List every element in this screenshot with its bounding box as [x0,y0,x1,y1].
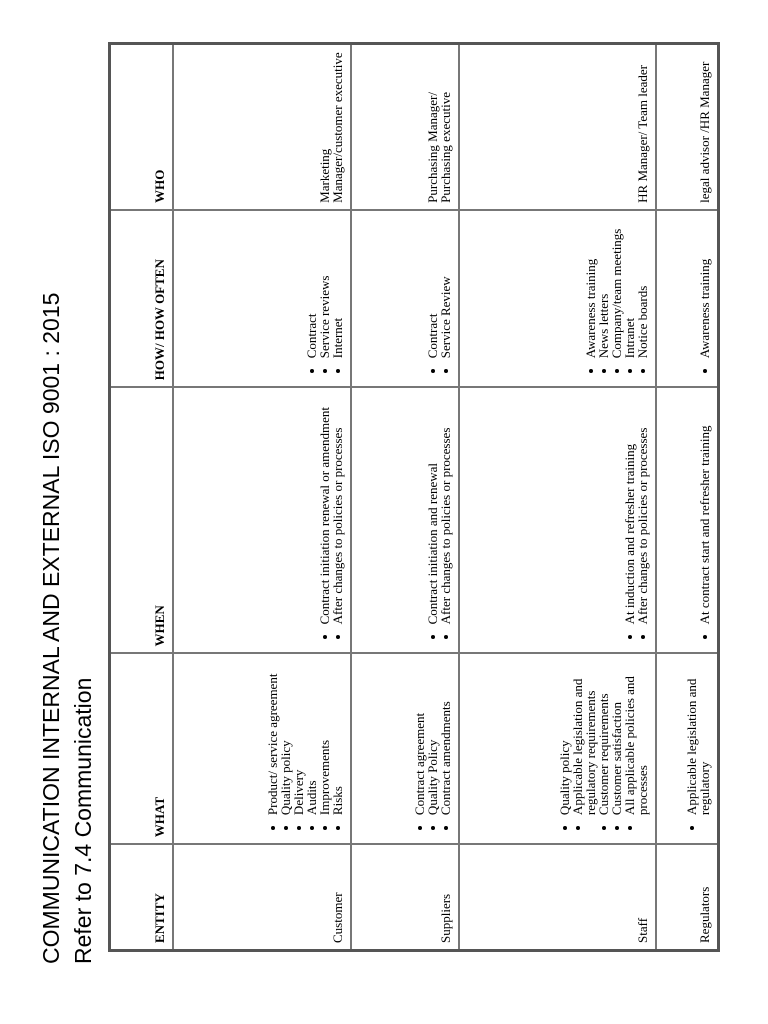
entity-cell: Regulators [656,844,719,950]
what-cell [351,653,459,844]
list-item: • Notice boards [636,217,649,358]
list-item: • Improvements [318,660,331,815]
list-item: • After changes to policies or processes [636,394,649,624]
what-cell [459,653,655,844]
who-cell: HR Manager/ Team leader [459,44,655,210]
when-list [426,394,452,646]
list-item: • Contract initiation and renewal [426,394,439,624]
list-item: • Awareness training [584,217,597,358]
list-item: • Delivery [292,660,305,815]
when-cell [656,387,719,653]
list-item: • News letters [597,217,610,358]
list-item: • Contract [305,217,318,358]
who-cell: Marketing Manager/customer executive [173,44,351,210]
list-item: • Risks [331,660,344,815]
list-item: • Company/team meetings [610,217,623,358]
entity-cell: Staff [459,844,655,950]
column-header-when: WHEN [110,387,174,653]
entity-cell: Suppliers [351,844,459,950]
list-item: • Product/ service agreement [266,660,279,815]
list-item: • Intranet [623,217,636,358]
list-item: • Quality Policy [426,660,439,815]
list-item: • Contract amendments [439,660,452,815]
list-item: • Contract initiation renewal or amendment [318,394,331,624]
list-item: • Quality policy [279,660,292,815]
what-cell [173,653,351,844]
who-cell: Purchasing Manager/ Purchasing executive [351,44,459,210]
how-list [584,217,649,380]
list-item: • Customer satisfaction [610,660,623,815]
when-list [698,394,711,646]
list-item: • Applicable legislation and regulatory [685,660,711,815]
list-item: • Audits [305,660,318,815]
table-row-customer [173,44,351,951]
table-row-regulators [656,44,719,951]
list-item: • After changes to policies or processes [331,394,344,624]
list-item: • Contract agreement [413,660,426,815]
communication-table [108,42,720,952]
list-item: • Service reviews [318,217,331,358]
what-list [413,660,452,837]
how-list [426,217,452,380]
when-cell [459,387,655,653]
when-list [623,394,649,646]
table-row-suppliers [351,44,459,951]
list-item: • Internet [331,217,344,358]
how-list [698,217,711,380]
when-cell [173,387,351,653]
list-item: • Awareness training [698,217,711,358]
when-list [318,394,344,646]
list-item: • Service Review [439,217,452,358]
column-header-who: WHO [110,44,174,210]
list-item: • At induction and refresher training [623,394,636,624]
how-cell [173,210,351,387]
who-cell: legal advisor /HR Manager [656,44,719,210]
list-item: • Applicable legislation and regulatory requirements [571,660,597,815]
how-cell [459,210,655,387]
how-cell [656,210,719,387]
column-header-what: WHAT [110,653,174,844]
column-header-how: HOW/ HOW OFTEN [110,210,174,387]
header-row [110,44,174,951]
what-list [266,660,344,837]
list-item: • Customer requirements [597,660,610,815]
column-header-entity: ENTITY [110,844,174,950]
entity-cell: Customer [173,844,351,950]
what-list [685,660,711,837]
what-cell [656,653,719,844]
how-list [305,217,344,380]
how-cell [351,210,459,387]
list-item: • After changes to policies or processes [439,394,452,624]
list-item: • Contract [426,217,439,358]
list-item: • At contract start and refresher training [698,394,711,624]
table-row-staff [459,44,655,951]
what-list [558,660,649,837]
list-item: • Quality policy [558,660,571,815]
page-title: COMMUNICATION INTERNAL AND EXTERNAL ISO 9001 : 2015 [38,292,64,964]
page-subtitle: Refer to 7.4 Communication [70,677,96,964]
list-item: • All applicable policies and processes [623,660,649,815]
when-cell [351,387,459,653]
